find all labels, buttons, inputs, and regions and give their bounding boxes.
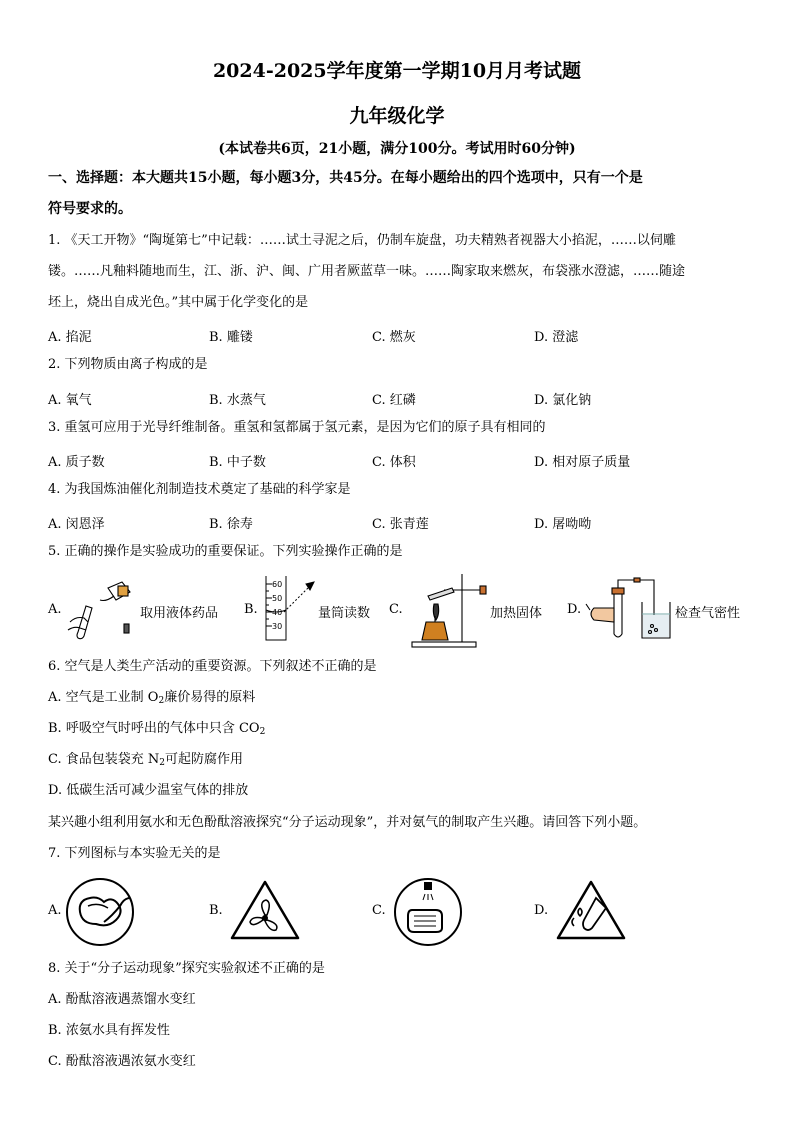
q5-option-b-letter[interactable]: B.: [244, 602, 258, 617]
q6-stem: 6. 空气是人类生产活动的重要资源。下列叙述不正确的是: [48, 659, 377, 674]
q1-stem-line1: 1. 《天工开物》“陶埏第七”中记载：……试土寻泥之后，仍制车旋盘，功夫精熟者视器大小掐泥，……以伺雕: [48, 233, 676, 248]
q2-option-a[interactable]: A. 氧气: [48, 393, 92, 408]
q2-stem: 2. 下列物质由离子构成的是: [48, 357, 208, 372]
q6-option-d[interactable]: D. 低碳生活可减少温室气体的排放: [48, 783, 249, 798]
q6-option-b[interactable]: B. 呼吸空气时呼出的气体中只含 $CO_2$: [48, 721, 266, 737]
q5-option-c-letter[interactable]: C.: [389, 602, 403, 617]
q4-stem: 4. 为我国炼油催化剂制造技术奠定了基础的科学家是: [48, 482, 351, 497]
q1-stem-line3: 坯上，烧出自成光色。”其中属于化学变化的是: [48, 295, 309, 310]
q1-option-a[interactable]: A. 掐泥: [48, 330, 92, 345]
q5-option-a-caption: 取用液体药品: [140, 606, 219, 621]
q5-option-d-letter[interactable]: D.: [567, 602, 582, 617]
q4-option-b[interactable]: B. 徐寿: [209, 517, 253, 532]
q5-option-d-caption: 检查气密性: [675, 606, 741, 621]
cylinder-tick-60: 60: [272, 580, 283, 589]
q8-option-b[interactable]: B. 浓氨水具有挥发性: [48, 1023, 170, 1038]
cylinder-tick-40: 40: [272, 608, 283, 617]
q3-option-a[interactable]: A. 质子数: [48, 455, 105, 470]
q8-stem: 8. 关于“分子运动现象”探究实验叙述不正确的是: [48, 961, 325, 976]
exam-title: 2024-2025学年度第一学期10月月考试题: [212, 60, 582, 82]
q8-option-a[interactable]: A. 酚酞溶液遇蒸馏水变红: [48, 992, 196, 1007]
q7-option-d-letter[interactable]: D.: [534, 903, 549, 918]
q8-option-c[interactable]: C. 酚酞溶液遇浓氨水变红: [48, 1054, 196, 1069]
q5-option-c-caption: 加热固体: [490, 606, 543, 621]
q7-stem: 7. 下列图标与本实验无关的是: [48, 846, 221, 861]
q5-option-a-letter[interactable]: A.: [48, 602, 62, 617]
pour-liquid-illustration: [66, 578, 140, 642]
q7-option-b-letter[interactable]: B.: [209, 903, 223, 918]
q6-option-c[interactable]: C. 食品包装袋充 $N_2$可起防腐作用: [48, 752, 244, 768]
hot-glassware-icon: [554, 878, 628, 942]
q3-option-d[interactable]: D. 相对原子质量: [534, 455, 631, 470]
q3-stem: 3. 重氢可应用于光导纤维制备。重氢和氢都属于氢元素，是因为它们的原子具有相同的: [48, 420, 546, 435]
hand-washing-icon: [64, 876, 136, 948]
q7-option-a-letter[interactable]: A.: [48, 903, 62, 918]
q3-option-c[interactable]: C. 体积: [372, 455, 416, 470]
exam-note: (本试卷共6页，21小题，满分100分。考试用时60分钟): [218, 141, 576, 157]
cylinder-tick-50: 50: [272, 594, 283, 603]
heating-solid-illustration: [404, 570, 494, 650]
q2-option-c[interactable]: C. 红磷: [372, 393, 416, 408]
graduated-cylinder-illustration: [258, 574, 320, 644]
q3-option-b[interactable]: B. 中子数: [209, 455, 266, 470]
q4-option-d[interactable]: D. 屠呦呦: [534, 517, 592, 532]
q1-option-b[interactable]: B. 雕镂: [209, 330, 253, 345]
section-heading-line1: 一、选择题：本大题共15小题，每小题3分，共45分。在每小题给出的四个选项中，只有一个是: [48, 170, 643, 186]
q5-stem: 5. 正确的操作是实验成功的重要保证。下列实验操作正确的是: [48, 544, 403, 559]
q1-stem-line2: 镂。……凡釉料随地而生，江、浙、沪、闽、广用者厥蓝草一味。……陶家取来燃灰，布袋涨水澄滤，……随途: [48, 264, 686, 279]
q4-option-c[interactable]: C. 张青莲: [372, 517, 429, 532]
ventilation-fan-icon: [228, 878, 302, 942]
cylinder-tick-30: 30: [272, 622, 283, 631]
q1-option-d[interactable]: D. 澄滤: [534, 330, 579, 345]
q7-option-c-letter[interactable]: C.: [372, 903, 386, 918]
q2-option-d[interactable]: D. 氯化钠: [534, 393, 592, 408]
q4-option-a[interactable]: A. 闵恩泽: [48, 517, 105, 532]
hand-wash-faucet-icon: [392, 876, 464, 948]
exam-subject: 九年级化学: [349, 105, 445, 127]
airtightness-check-illustration: [584, 574, 676, 644]
q2-option-b[interactable]: B. 水蒸气: [209, 393, 266, 408]
q5-option-b-caption: 量筒读数: [318, 606, 371, 621]
q1-option-c[interactable]: C. 燃灰: [372, 330, 416, 345]
section-heading-line2: 符号要求的。: [48, 201, 132, 217]
context-paragraph: 某兴趣小组利用氨水和无色酚酞溶液探究“分子运动现象”，并对氨气的制取产生兴趣。请回答下列小题。: [48, 815, 647, 830]
q6-option-a[interactable]: A. 空气是工业制 $O_2$廉价易得的原料: [48, 690, 256, 706]
